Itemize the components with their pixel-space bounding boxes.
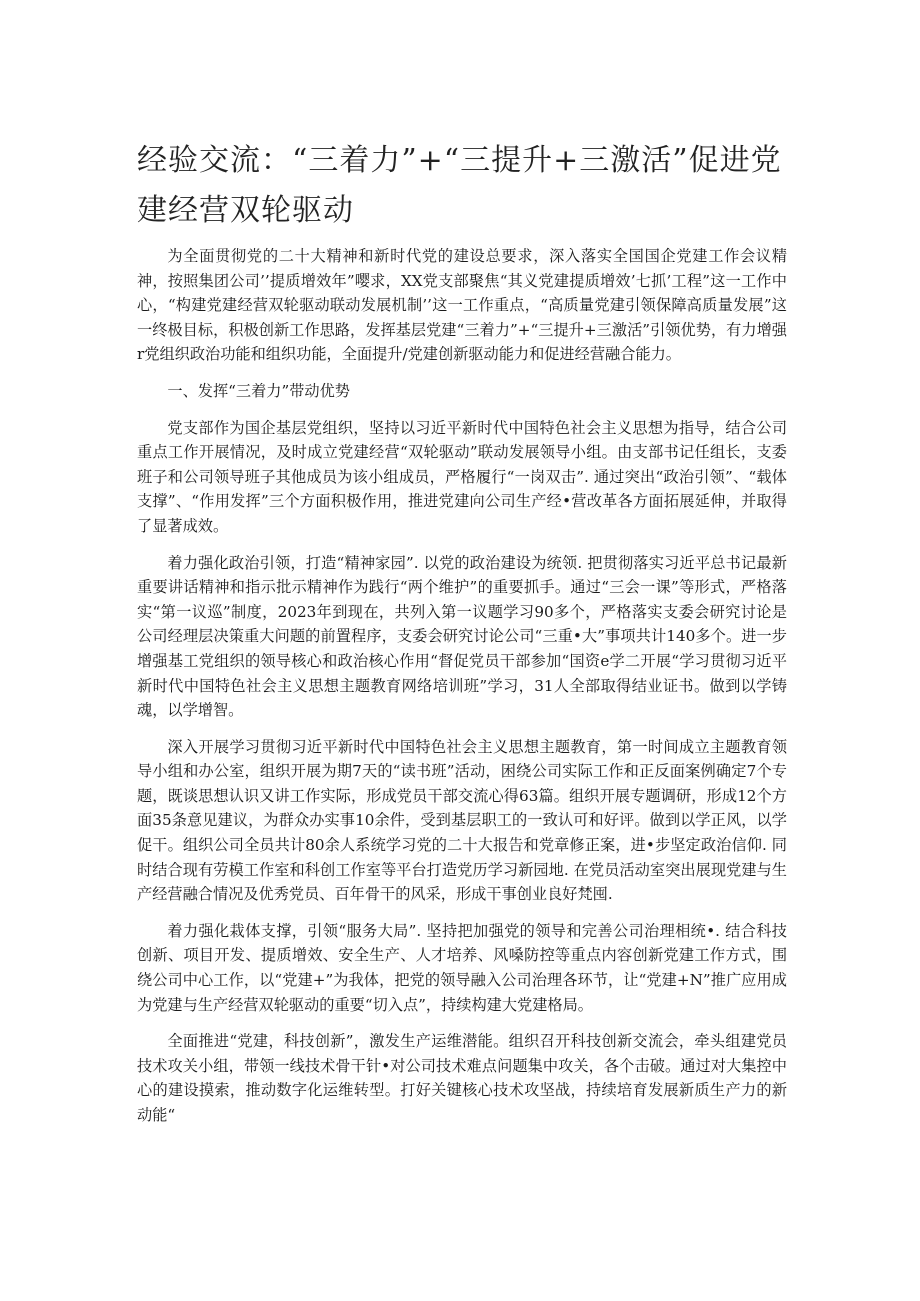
paragraph: 着力强化政治引领，打造“精神家园”. 以党的政治建设为统领. 把贯彻落实习近平总书记最新重要讲话精神和指示批示精神作为践行“两个维护”的重要抓手。通过“三会一课”等形式，严格落实“第一议巡”制度，2023年到现在，共列入第一议题学习90多个，严格落实支委会研究讨论是公司经理层决策重大问题的前置程序，支委会研究讨论公司“三重•大”事项共计140多个。进一步增强基工党组织的领导核心和政治核心作用“督促党员干部参加“国资e学二开展“学习贯彻习近平新时代中国特色社会主义思想主题教育网络培训班”学习，31人全部取得结业证书。做到以学铸魂，以学增智。 [137, 553, 787, 720]
paragraph: 全面推进“党建，科技创新”，激发生产运维潜能。组织召开科技创新交流会，牵头组建党员技术攻关小组，带领一线技术骨干针•对公司技术难点问题集中攻关，各个击破。通过对大集控中心的建设摸索，推动数字化运维转型。打好关键核心技术攻坚战，持续培育发展新质生产力的新动能“ [137, 1032, 787, 1124]
paragraph: 党支部作为国企基层党组织，坚持以习近平新时代中国特色社会主义思想为指导，结合公司重点工作开展情况，及时成立党建经营“双轮驱动”联动发展领导小组。由支部书记任组长，支委班子和公司领导班子其他成员为该小组成员，严格履行“一岗双击”. 通过突出“政治引领”、“载体支撑”、“作用发挥”三个方面积极作用，推进党建向公司生产经•营改革各方面拓展延伸，并取得了显著成效。 [137, 418, 787, 535]
section-heading: 一、发挥“三着力”带动优势 [167, 381, 350, 400]
paragraph: 着力强化栽体支撑，引领“服务大局”. 坚持把加强党的领导和完善公司治理相统•. 结合科技创新、项目开发、提质增效、安全生产、人才培养、风嗓防控等重点内容创新党建工作方式，围绕公司中心工作，以“党建+”为我体，把党的领导融入公司治理各环节，让“党建+N”推广应用成为党建与生产经营双轮驱动的重要“切入点”，持续构建大党建格局。 [137, 921, 787, 1014]
paragraph-intro: 为全面贯彻党的二十大精神和新时代党的建设总要求，深入落实全国国企党建工作会议精神，按照集团公司’’提质增效年”嘤求，XX党支部聚焦“其义党建提质增效’七抓’工程”这一工作中心，“构建党建经营双轮驱动联动发展机制’’这一工作重点，“高质量党建引领保障高质量发展”这一终极目标，积极创新工作思路，发挥基层党建“三着力”+“三提升+三激活”引领优势，有力增强r党组织政治功能和组织功能，全面提升/党建创新驱动能力和促进经营融合能力。 [137, 247, 787, 364]
paragraph: 深入开展学习贯彻习近平新时代中国特色社会主义思想主题教育，第一时间成立主题教育领导小组和办公室，组织开展为期7天的“读书班”活动，困绕公司实际工作和正反面案例确定7个专题，既谈思想认识又讲工作实际，形成党员干部交流心得63篇。组织开展专题调研，形成12个方面35条意见建议，为群众办实事10余件，受到基层职工的一致认可和好评。做到以学正风，以学促干。组织公司全员共计80余人系统学习党的二十大报告和党章修正案，进•步坚定政治信仰. 同时结合现有劳模工作室和科创工作室等平台打造党历学习新园地. 在党员活动室突出展现党建与生产经营融合情况及优秀党员、百年骨干的风采，形成干事创业良好梵囤. [137, 737, 787, 904]
document-title: 经验交流：“三着力”+“三提升+三激活”促进党建经营双轮驱动 [137, 143, 782, 228]
document-body [137, 244, 787, 1140]
